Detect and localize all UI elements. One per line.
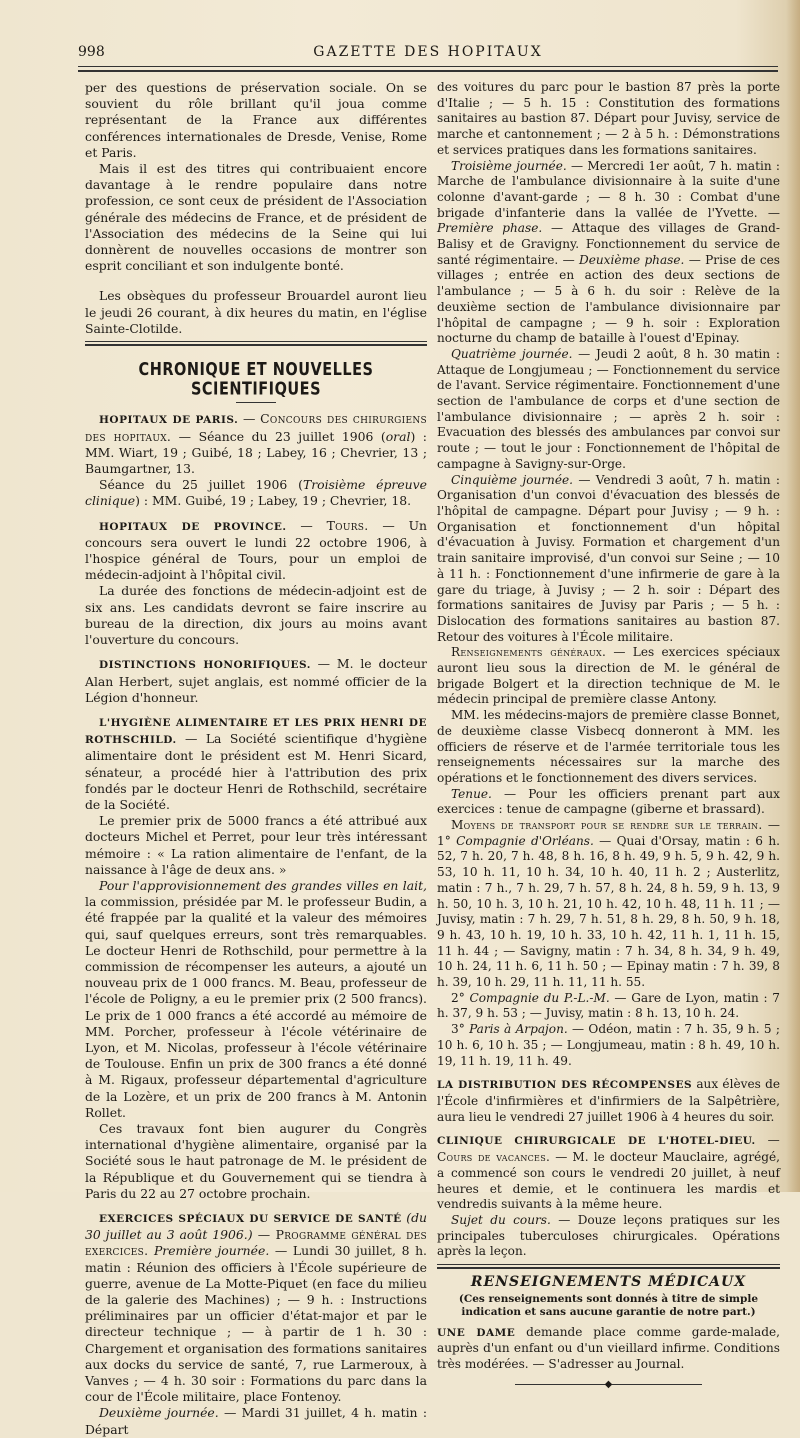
paragraph: des voitures du parc pour le bastion 87 près la porte d'Italie ; — 5 h. 15 : Constitution des formations sanitaires au bastion 87. Départ pour Juvisy, service de marche et cantonnement ; — 2 à 5 h. : Démonstrations et services pratiques dans les formations sanitaires.: [437, 80, 780, 157]
section-rule: [85, 341, 427, 342]
paragraph: Les obsèques du professeur Brouardel auront lieu le jeudi 26 courant, à dix heures du matin, en l'église Sainte-Clotilde.: [85, 288, 427, 336]
news-item: HOPITAUX DE PARIS. — Concours des chirurgiens des hopitaux. — Séance du 23 juillet 1906 (oral) : MM. Wiart, 19 ; Guibé, 18 ; Labey, 16 ; Chevrier, 13 ; Baumgartner, 13.: [85, 411, 427, 477]
section-rule: [85, 344, 427, 346]
news-item: EXERCICES SPÉCIAUX DU SERVICE DE SANTÉ (du 30 juillet au 3 août 1906.) — Programme général des exercices. Première journée. — Lundi 30 juillet, 8 h. matin : Réunion des officiers à l'École supérieure de guerre, avenue de La Motte-Piquet (en face du milieu de la galerie des Machines) ; — 9 h. : Instructions préliminaires par un officier d'état-major et par le directeur technique ; — à partir de 1 h. 30 : Chargement et organisation des formations sanitaires aux docks du service de santé, 7, rue Larmeroux, à Vanves ; — 4 h. 30 soir : Formations du parc dans la cour de l'École militaire, place Fontenoy.: [85, 1210, 427, 1405]
paragraph: Cinquième journée. — Vendredi 3 août, 7 h. matin : Organisation d'un convoi d'évacuation des blessés de l'hôpital de campagne. Départ pour Juvisy ; — 9 h. : Organisation et fonctionnement d'un hôpital d'évacuation à Juvisy. Formation et chargement d'un train sanitaire improvisé, d'un convoi sur Seine ; — 10 à 11 h. : Fonctionnement d'une infirmerie de gare à la gare du triage, à Juvisy ; — 2 h. soir : Départ des formations sanitaires de Juvisy par Paris ; — 5 h. : Dislocation des formations sanitaires au bastion 87. Retour des voitures à l'École militaire.: [437, 472, 781, 644]
page-number: 998: [78, 44, 105, 60]
news-item: CLINIQUE CHIRURGICALE DE L'HOTEL-DIEU. — Cours de vacances. — M. le docteur Mauclaire, agrégé, a commencé son cours le vendredi 20 juillet, à neuf heures et demie, et le continuera les mardis et vendredis suivants à la même heure.: [437, 1133, 780, 1212]
ornament-divider: ◆: [437, 1377, 780, 1393]
news-item: Pour l'approvisionnement des grandes villes en lait, la commission, présidée par M. le professeur Budin, a été frappée par la qualité et la valeur des mémoires qui, sauf quelques erreurs, sont très remarquables. Le docteur Henri de Rothschild, pour permettre à la commission de récompenser les auteurs, a ajouté un nouveau prix de 1 000 francs. M. Beau, professeur de l'école de Poligny, a eu le premier prix (2 500 francs). Le prix de 1 000 francs a été accordé au mémoire de MM. Porcher, professeur à l'école vétérinaire de Lyon, et M. Nicolas, professeur à l'école vétérinaire de Toulouse. Enfin un prix de 300 francs a été donné à M. Rigaux, professeur départemental d'agriculture de la Lozère, et un prix de 200 francs à M. Antonin Rollet.: [85, 877, 427, 1120]
paragraph: Quatrième journée. — Jeudi 2 août, 8 h. 30 matin : Attaque de Longjumeau ; — Fonctionnement du service de l'avant. Service régimentaire. Fonctionnement d'une section de l'ambulance de corps et d'une section de l'ambulance divisionnaire ; — après 2 h. soir : Evacuation des blessés des ambulances par convoi sur route ; — tout le jour : Fonctionnement de l'hôpital de campagne à Savigny-sur-Orge.: [437, 346, 780, 471]
paragraph: Renseignements généraux. — Les exercices spéciaux auront lieu sous la direction de M. le général de brigade Bolgert et la direction technique de M. le médecin principal de première classe Antony.: [437, 645, 781, 707]
paragraph: Mais il est des titres qui contribuaient encore davantage à le rendre populaire dans notre profession, ce sont ceux de président de l'Association générale des médecins de France, et de président de l'Association des médecins de la Seine qui lui donnèrent de nouvelles occasions de montrer son esprit conciliant et son indulgente bonté.: [85, 161, 427, 274]
paragraph: 2° Compagnie du P.-L.-M. — Gare de Lyon, matin : 7 h. 37, 9 h. 53 ; — Juvisy, matin : 8 h. 13, 10 h. 24.: [437, 990, 780, 1021]
news-item: DISTINCTIONS HONORIFIQUES. — M. le docteur Alan Herbert, sujet anglais, est nommé officier de la Légion d'honneur.: [85, 656, 427, 705]
news-item: LA DISTRIBUTION DES RÉCOMPENSES aux élèves de l'École d'infirmières et d'infirmiers de la Salpêtrière, aura lieu le vendredi 27 juillet 1906 à 4 heures du soir.: [437, 1077, 780, 1124]
news-item: L'HYGIÈNE ALIMENTAIRE ET LES PRIX HENRI DE ROTHSCHILD. — La Société scientifique d'hygiène alimentaire dont le président est M. Henri Sicard, sénateur, a procédé hier à l'attribution des prix fondés par le docteur Henri de Rothschild, secrétaire de la Société.: [85, 716, 427, 812]
right-column: [437, 80, 780, 1393]
news-item: La durée des fonctions de médecin-adjoint est de six ans. Les candidats devront se faire inscrire au bureau de la direction, dix jours au moins avant l'ouverture du concours.: [85, 583, 427, 648]
paragraph: MM. les médecins-majors de première classe Bonnet, de deuxième classe Visbecq donneront à MM. les officiers de réserve et de l'armée territoriale tous les renseignements nécessaires sur la marche des opérations et le fonctionnement des divers services.: [437, 708, 780, 785]
news-item: Deuxième journée. — Mardi 31 juillet, 4 h. matin : Départ: [85, 1405, 427, 1437]
section-rule: [437, 1264, 780, 1265]
news-item: Sujet du cours. — Douze leçons pratiques sur les principales tuberculoses chirurgicales. Opérations après la leçon.: [437, 1212, 780, 1259]
left-column: [85, 80, 427, 1438]
section-title: RENSEIGNEMENTS MÉDICAUX: [470, 1274, 747, 1291]
page-edge-shadow: [786, 0, 800, 1192]
paragraph: per des questions de préservation sociale. On se souvient du rôle brillant qu'il joua comme représentant de la France aux différentes conférences internationales de Dresde, Venise, Rome et Paris.: [85, 80, 427, 160]
header-rule: [78, 66, 778, 67]
news-item: Ces travaux font bien augurer du Congrès international d'hygiène alimentaire, organisé par la Société sous le haut patronage de M. le président de la République et du Gouvernement qui se tiendra à Paris du 22 au 27 octobre prochain.: [85, 1120, 427, 1201]
paragraph: Moyens de transport pour se rendre sur le terrain. — 1° Compagnie d'Orléans. — Quai d'Orsay, matin : 6 h. 52, 7 h. 20, 7 h. 48, 8 h. 16, 8 h. 49, 9 h. 5, 9 h. 42, 9 h. 53, 10 h. 11, 10 h. 34, 10 h. 40, 11 h. 2 ; Austerlitz, matin : 7 h., 7 h. 29, 7 h. 57, 8 h. 24, 8 h. 59, 9 h. 13, 9 h. 50, 10 h. 3, 10 h. 21, 10 h. 42, 10 h. 48, 11 h. 11 ; — Juvisy, matin : 7 h. 29, 7 h. 51, 8 h. 29, 8 h. 50, 9 h. 18, 9 h. 43, 10 h. 19, 10 h. 33, 10 h. 42, 11 h. 1, 11 h. 15, 11 h. 44 ; — Savigny, matin : 7 h. 34, 8 h. 34, 9 h. 49, 10 h. 24, 11 h. 6, 11 h. 50 ; — Epinay matin : 7 h. 39, 8 h. 39, 10 h. 29, 11 h. 11, 11 h. 55.: [437, 818, 780, 990]
divider: [236, 402, 276, 403]
classified-ad: UNE DAME demande place comme garde-malade, auprès d'un enfant ou d'un vieillard infirme. Conditions très modérées. — S'adresser au Journal.: [437, 1324, 780, 1372]
paragraph: 3° Paris à Arpajon. — Odéon, matin : 7 h. 35, 9 h. 5 ; 10 h. 6, 10 h. 35 ; — Longjumeau, matin : 8 h. 49, 10 h. 19, 11 h. 19, 11 h. 49.: [437, 1022, 780, 1068]
paragraph: Troisième journée. — Mercredi 1er août, 7 h. matin : Marche de l'ambulance divisionnaire à la suite d'une colonne d'avant-garde ; — 8 h. 30 : Combat d'une brigade d'infanterie dans la vallée de l'Yvette. — Première phase. — Attaque des villages de Grand-Balisy et de Gravigny. Fonctionnement du service de santé régimentaire. — Deuxième phase. — Prise de ces villages ; entrée en action des deux sections de l'ambulance ; — 5 à 6 h. du soir : Relève de la deuxième section de l'ambulance divisionnaire par l'hôpital de campagne ; — 9 h. soir : Exploration nocturne du champ de bataille à l'ouest d'Epinay.: [437, 158, 781, 346]
page-header: [78, 44, 778, 64]
news-item: HOPITAUX DE PROVINCE. — Tours. — Un concours sera ouvert le lundi 22 octobre 1906, à l'hospice général de Tours, pour un emploi de médecin-adjoint à l'hôpital civil.: [85, 517, 427, 583]
journal-title: GAZETTE DES HOPITAUX: [313, 44, 543, 60]
paragraph: Tenue. — Pour les officiers prenant part aux exercices : tenue de campagne (giberne et brassard).: [437, 786, 780, 817]
news-item: Séance du 25 juillet 1906 (Troisième épreuve clinique) : MM. Guibé, 19 ; Labey, 19 ; Chevrier, 18.: [85, 477, 427, 509]
section-rule: [437, 1267, 780, 1269]
news-item: Le premier prix de 5000 francs a été attribué aux docteurs Michel et Perret, pour leur très intéressant mémoire : « La ration alimentaire de l'enfant, de la naissance à l'âge de deux ans. »: [85, 813, 427, 877]
section-subtitle: (Ces renseignements sont donnés à titre de simple indication et sans aucune garantie de notre part.): [458, 1292, 759, 1318]
header-rule-thick: [78, 70, 778, 72]
section-title: CHRONIQUE ET NOUVELLES SCIENTIFIQUES: [138, 360, 374, 400]
